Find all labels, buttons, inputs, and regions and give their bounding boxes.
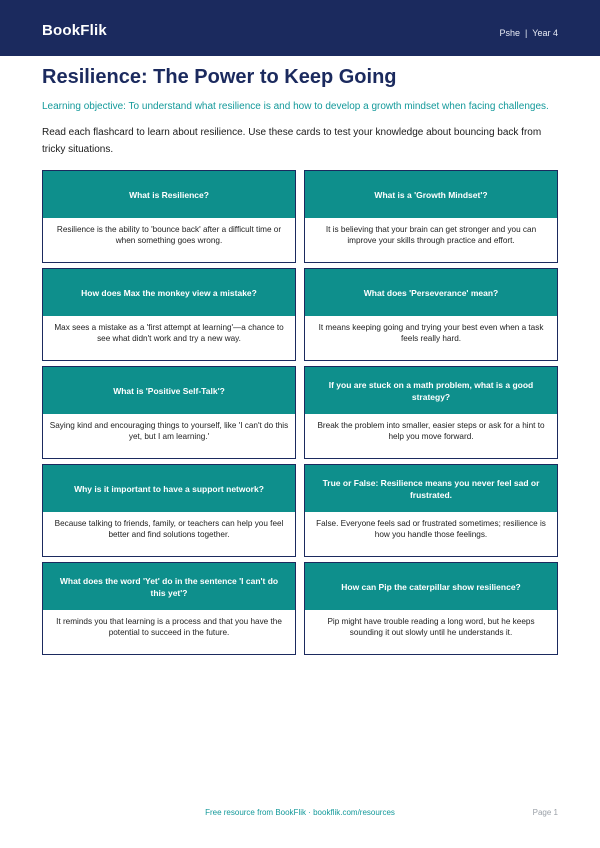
flashcard-question: How does Max the monkey view a mistake?	[43, 269, 295, 316]
flashcard[interactable]	[304, 366, 558, 459]
meta-separator: |	[524, 28, 528, 38]
flashcard[interactable]	[304, 268, 558, 361]
flashcard-answer: It is believing that your brain can get stronger and you can improve your skills through practice and effort.	[325, 225, 537, 245]
flashcard-answer: Resilience is the ability to 'bounce back' after a difficult time or when something goes wrong.	[56, 225, 282, 245]
flashcard[interactable]	[304, 170, 558, 263]
flashcard-answer: Pip might have trouble reading a long word, but he keeps sounding it out slowly until he understands it.	[327, 617, 535, 637]
flashcard-question: What is Resilience?	[43, 171, 295, 218]
subject-label: Pshe	[499, 28, 520, 38]
page-title: Resilience: The Power to Keep Going	[42, 66, 397, 88]
flashcard-question: Why is it important to have a support network?	[43, 465, 295, 512]
flashcard-question: True or False: Resilience means you never feel sad or frustrated.	[305, 465, 557, 512]
footer-credit[interactable]: Free resource from BookFlik · bookflik.com/resources	[205, 808, 395, 817]
flashcard-question: If you are stuck on a math problem, what is a good strategy?	[305, 367, 557, 414]
flashcard-answer: It means keeping going and trying your best even when a task feels really hard.	[318, 323, 544, 343]
flashcard-answer: Break the problem into smaller, easier steps or ask for a hint to help you move forward.	[317, 421, 545, 441]
top-bar	[0, 0, 600, 56]
year-label: Year 4	[532, 28, 558, 38]
flashcard-answer: Because talking to friends, family, or teachers can help you feel better and find solutions together.	[54, 519, 284, 539]
flashcard[interactable]	[304, 562, 558, 655]
header-meta	[499, 28, 558, 38]
flashcard-answer: It reminds you that learning is a process and that you have the potential to succeed in the future.	[56, 617, 282, 637]
intro-text: Read each flashcard to learn about resilience. Use these cards to test your knowledge about bouncing back from tricky situations.	[42, 127, 542, 155]
flashcard-question: How can Pip the caterpillar show resilience?	[305, 563, 557, 610]
flashcard-question: What is a 'Growth Mindset'?	[305, 171, 557, 218]
flashcard-question: What does the word 'Yet' do in the sentence 'I can't do this yet'?	[43, 563, 295, 610]
flashcard[interactable]	[42, 268, 296, 361]
brand-logo[interactable]: BookFlik	[42, 22, 107, 39]
flashcard[interactable]	[42, 562, 296, 655]
flashcard[interactable]	[42, 170, 296, 263]
flashcard-answer: False. Everyone feels sad or frustrated sometimes; resilience is how you handle those feelings.	[316, 519, 546, 539]
flashcard-question: What is 'Positive Self-Talk'?	[43, 367, 295, 414]
flashcard[interactable]	[304, 464, 558, 557]
flashcard-question: What does 'Perseverance' mean?	[305, 269, 557, 316]
flashcard[interactable]	[42, 366, 296, 459]
learning-objective: Learning objective: To understand what resilience is and how to develop a growth mindset when facing challenges.	[42, 101, 549, 112]
flashcard-answer: Max sees a mistake as a 'first attempt at learning'—a chance to see what didn't work and try a new way.	[54, 323, 284, 343]
flashcard[interactable]	[42, 464, 296, 557]
page-number: Page 1	[532, 808, 558, 817]
flashcard-answer: Saying kind and encouraging things to yourself, like 'I can't do this yet, but I am learning.'	[49, 421, 289, 441]
